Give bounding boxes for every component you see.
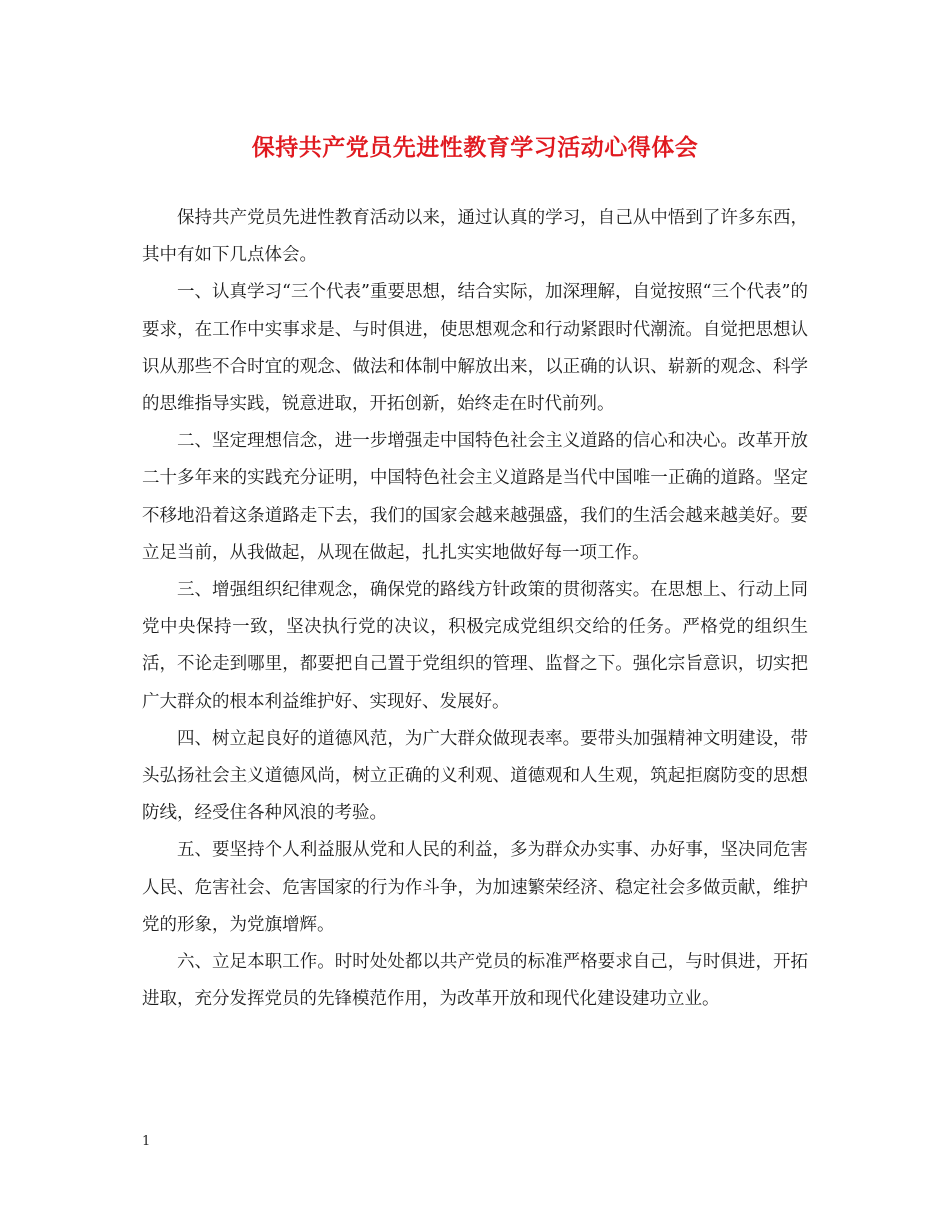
page-number: 1 (142, 1134, 151, 1149)
paragraph-point-2: 二、坚定理想信念，进一步增强走中国特色社会主义道路的信心和决心。改革开放二十多年来的实践充分证明，中国特色社会主义道路是当代中国唯一正确的道路。坚定不移地沿着这条道路走下去，我们的国家会越来越强盛，我们的生活会越来越美好。要立足当前，从我做起，从现在做起，扎扎实实地做好每一项工作。 (142, 431, 808, 563)
paragraph-point-4: 四、树立起良好的道德风范，为广大群众做现表率。要带头加强精神文明建设，带头弘扬社会主义道德风尚，树立正确的义利观、道德观和人生观，筑起拒腐防变的思想防线，经受住各种风浪的考验。 (142, 728, 808, 824)
document-body (142, 200, 808, 1018)
paragraph-point-1: 一、认真学习“三个代表”重要思想，结合实际，加深理解，自觉按照“三个代表”的要求，在工作中实事求是、与时俱进，使思想观念和行动紧跟时代潮流。自觉把思想认识从那些不合时宜的观念、做法和体制中解放出来，以正确的认识、崭新的观念、科学的思维指导实践，锐意进取，开拓创新，始终走在时代前列。 (142, 282, 808, 415)
paragraph-point-5: 五、要坚持个人利益服从党和人民的利益，多为群众办实事、办好事，坚决同危害人民、危害社会、危害国家的行为作斗争，为加速繁荣经济、稳定社会多做贡献，维护党的形象，为党旗增辉。 (142, 840, 808, 935)
paragraph-point-6: 六、立足本职工作。时时处处都以共产党员的标准严格要求自己，与时俱进，开拓进取，充分发挥党员的先锋模范作用，为改革开放和现代化建设建功立业。 (142, 952, 808, 1010)
document-title: 保持共产党员先进性教育学习活动心得体会 (251, 135, 699, 161)
paragraph-point-3: 三、增强组织纪律观念，确保党的路线方针政策的贯彻落实。在思想上、行动上同党中央保持一致，坚决执行党的决议，积极完成党组织交给的任务。严格党的组织生活，不论走到哪里，都要把自己置于党组织的管理、监督之下。强化宗旨意识，切实把广大群众的根本利益维护好、实现好、发展好。 (142, 580, 808, 712)
paragraph-intro: 保持共产党员先进性教育活动以来，通过认真的学习，自己从中悟到了许多东西，其中有如下几点体会。 (142, 208, 808, 266)
